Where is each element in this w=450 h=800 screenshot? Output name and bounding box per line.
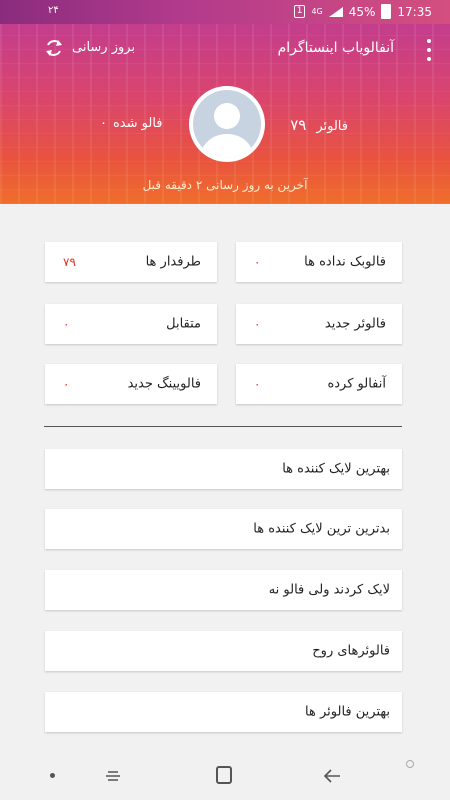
battery-percent: 45% bbox=[348, 4, 376, 19]
scroll-indicator-icon bbox=[406, 760, 414, 768]
home-icon[interactable] bbox=[216, 766, 232, 784]
card-no-followback[interactable] bbox=[236, 242, 402, 282]
card-new-following[interactable] bbox=[45, 364, 217, 404]
card-value: ۰ bbox=[254, 377, 261, 391]
recents-icon[interactable] bbox=[104, 767, 122, 785]
system-nav-bar bbox=[0, 752, 450, 800]
card-fans[interactable] bbox=[45, 242, 217, 282]
card-label: متقابل bbox=[166, 316, 201, 332]
card-value: ۰ bbox=[63, 317, 70, 331]
card-label: فالوئر جدید bbox=[324, 316, 386, 332]
refresh-icon[interactable] bbox=[42, 36, 66, 60]
list-item-label: بهترین لایک کننده ها bbox=[282, 461, 390, 477]
section-divider bbox=[44, 426, 402, 427]
list-item-ghost-followers[interactable] bbox=[45, 631, 402, 671]
card-label: آنفالو کرده bbox=[327, 376, 386, 392]
card-value: ۰ bbox=[63, 377, 70, 391]
card-mutual[interactable] bbox=[45, 304, 217, 344]
followers-count: ۷۹ bbox=[290, 116, 307, 134]
card-value: ۷۹ bbox=[63, 255, 76, 269]
card-unfollowed[interactable] bbox=[236, 364, 402, 404]
following-label: فالو شده bbox=[112, 116, 163, 131]
signal-icon bbox=[329, 7, 343, 17]
last-update-text: آخرین به روز رسانی ۲ دقیقه قبل bbox=[142, 178, 308, 192]
refresh-button[interactable]: بروز رسانی bbox=[72, 40, 136, 55]
card-new-followers[interactable] bbox=[236, 304, 402, 344]
card-label: طرفدار ها bbox=[145, 254, 201, 270]
user-placeholder-icon bbox=[193, 90, 261, 158]
network-label: 4G bbox=[311, 7, 323, 16]
card-value: ۰ bbox=[254, 255, 261, 269]
followers-label: فالوئر bbox=[316, 119, 348, 134]
profile-header bbox=[0, 24, 450, 204]
status-icons bbox=[294, 4, 432, 19]
list-item-label: بدترین ترین لایک کننده ها bbox=[253, 521, 390, 537]
card-label: فالویینگ جدید bbox=[127, 376, 201, 392]
card-value: ۰ bbox=[254, 317, 261, 331]
back-icon[interactable] bbox=[322, 766, 342, 786]
followers-stat bbox=[290, 116, 348, 134]
avatar bbox=[189, 86, 265, 162]
list-item-label: لایک کردند ولی فالو نه bbox=[268, 582, 390, 598]
overflow-menu-icon[interactable] bbox=[424, 39, 434, 61]
list-item-label: فالوئرهای روح bbox=[312, 643, 390, 659]
list-item-best-likers[interactable] bbox=[45, 449, 402, 489]
list-item-best-followers[interactable] bbox=[45, 692, 402, 732]
card-label: فالوبک نداده ها bbox=[304, 254, 386, 270]
list-item-worst-likers[interactable] bbox=[45, 509, 402, 549]
sim-icon: 1 bbox=[294, 5, 306, 18]
list-item-label: بهترین فالوئر ها bbox=[305, 704, 390, 720]
nav-dot-icon[interactable] bbox=[50, 773, 55, 778]
app-title: آنفالویاب اینستاگرام bbox=[277, 40, 394, 56]
following-count: ۰ bbox=[100, 116, 107, 131]
status-time: 17:35 bbox=[397, 4, 432, 19]
following-stat bbox=[100, 116, 163, 131]
status-bar bbox=[0, 0, 450, 24]
battery-icon bbox=[381, 4, 391, 19]
status-notification-badge: ۲۴ bbox=[48, 5, 59, 16]
list-item-liked-not-following[interactable] bbox=[45, 570, 402, 610]
